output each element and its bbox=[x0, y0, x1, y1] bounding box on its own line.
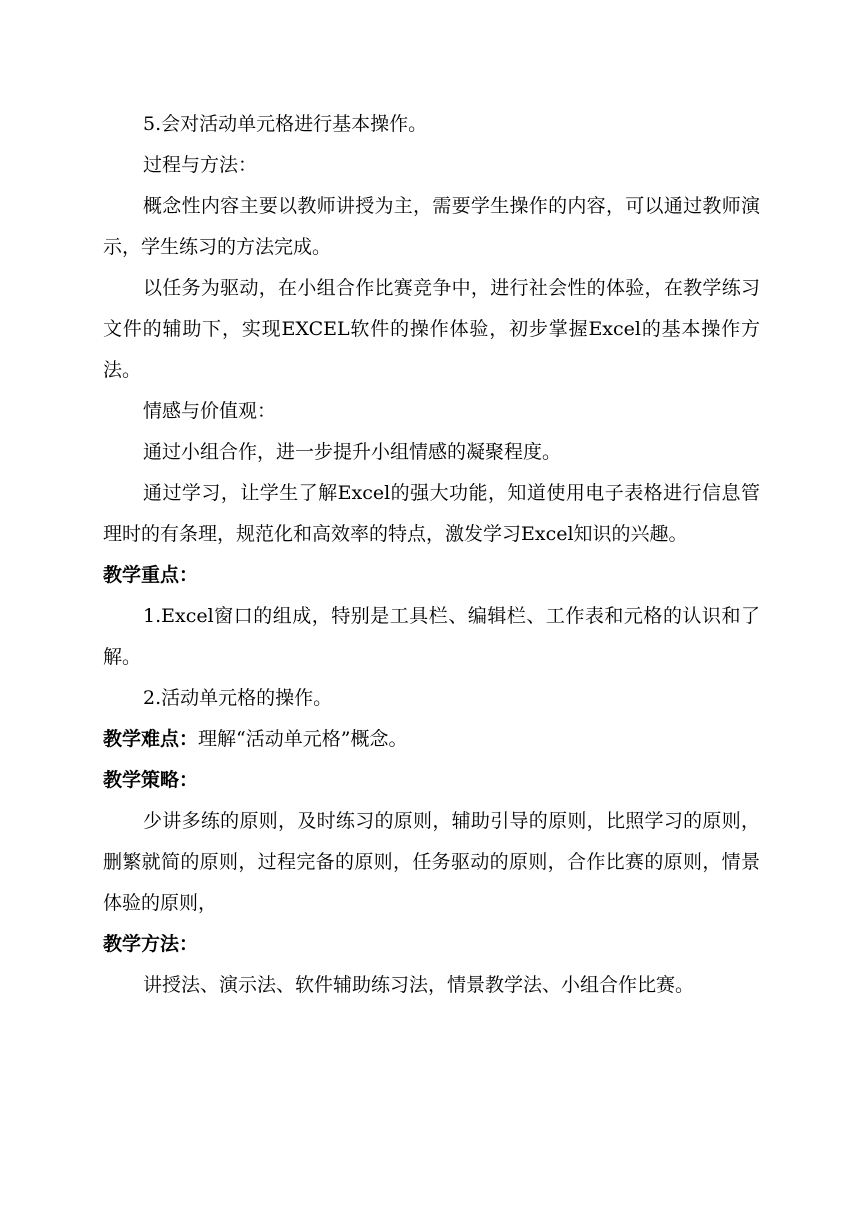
teaching-strategy-heading: 教学策略： bbox=[103, 769, 199, 791]
teaching-difficulty-text: 理解“活动单元格”概念。 bbox=[198, 728, 408, 750]
teaching-strategy-text: 少讲多练的原则，及时练习的原则，辅助引导的原则，比照学习的原则，删繁就简的原则，过程完备的原则，任务驱动的原则，合作比赛的原则，情景体验的原则， bbox=[103, 810, 760, 914]
teaching-difficulty-label: 教学难点： bbox=[103, 728, 199, 750]
teaching-difficulty bbox=[103, 719, 760, 760]
teaching-focus-heading: 教学重点： bbox=[103, 564, 199, 586]
teaching-focus-item-2: 2.活动单元格的操作。 bbox=[143, 687, 333, 709]
teaching-method-heading: 教学方法： bbox=[103, 933, 199, 955]
emotion-values-heading: 情感与价值观： bbox=[143, 400, 277, 422]
teaching-method-text: 讲授法、演示法、软件辅助练习法，情景教学法、小组合作比赛。 bbox=[143, 974, 695, 996]
teaching-focus-item-1: 1.Excel窗口的组成，特别是工具栏、编辑栏、工作表和元格的认识和了解。 bbox=[103, 605, 760, 668]
emotion-values-para-1: 通过小组合作，进一步提升小组情感的凝聚程度。 bbox=[143, 441, 562, 463]
process-method-para-2: 以任务为驱动，在小组合作比赛竞争中，进行社会性的体验，在教学练习文件的辅助下，实现EXCEL软件的操作体验，初步掌握Excel的基本操作方法。 bbox=[103, 277, 760, 381]
process-method-para-1: 概念性内容主要以教师讲授为主，需要学生操作的内容，可以通过教师演示，学生练习的方法完成。 bbox=[103, 195, 760, 258]
document-page bbox=[103, 104, 760, 1006]
emotion-values-para-2: 通过学习，让学生了解Excel的强大功能，知道使用电子表格进行信息管理时的有条理，规范化和高效率的特点，激发学习Excel知识的兴趣。 bbox=[103, 482, 760, 545]
objective-5: 5.会对活动单元格进行基本操作。 bbox=[143, 113, 428, 135]
process-method-heading: 过程与方法： bbox=[143, 154, 258, 176]
